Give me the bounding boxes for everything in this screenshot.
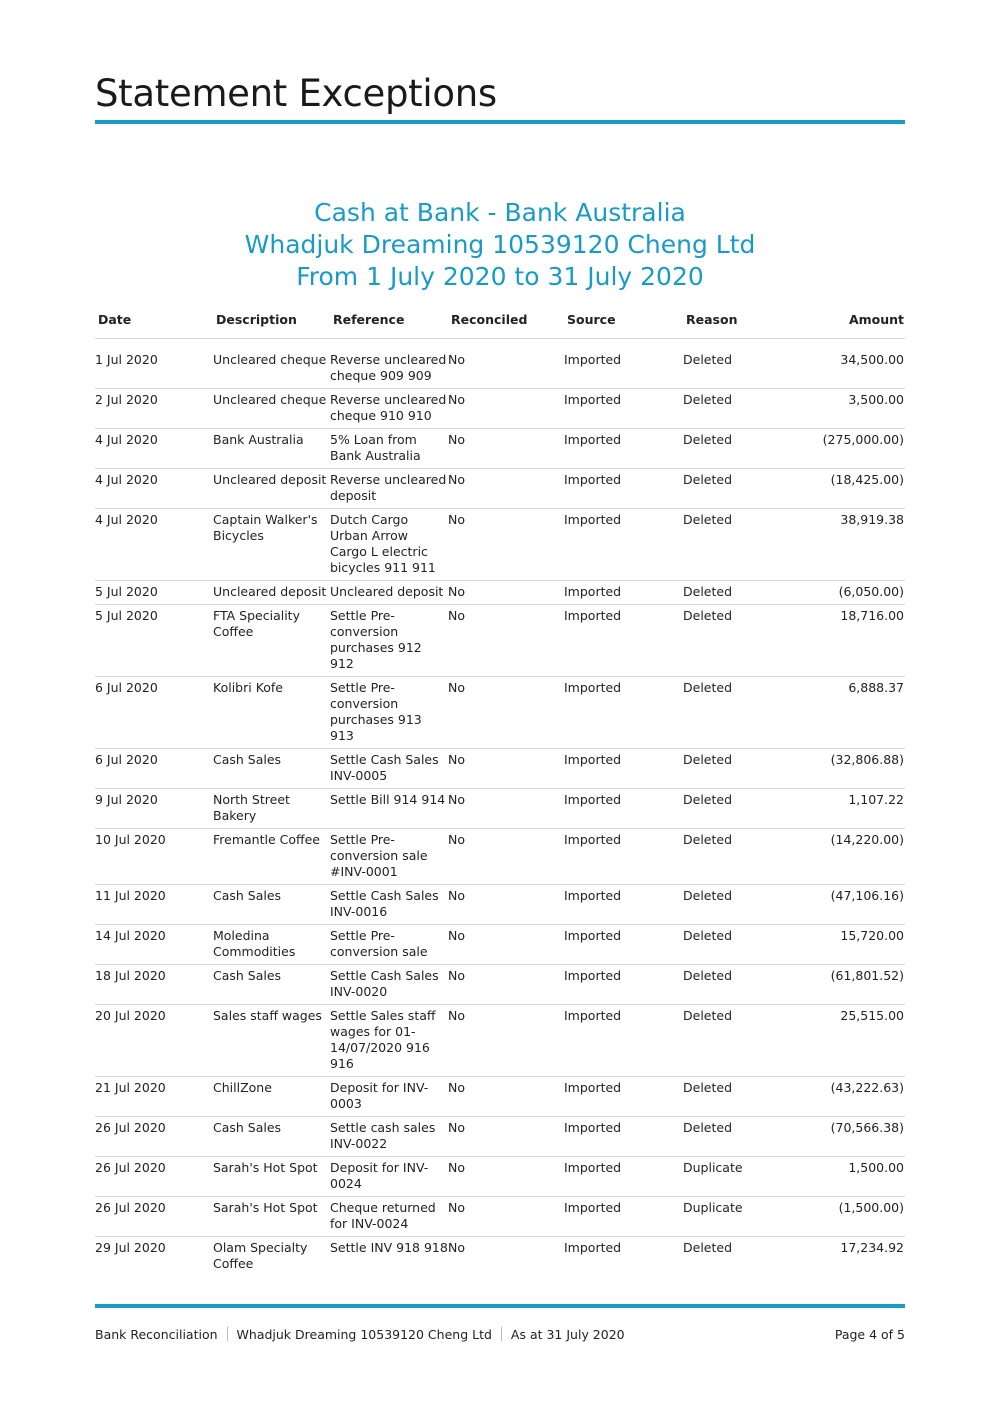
table-row — [95, 1077, 905, 1117]
cell-amount: (43,222.63) — [793, 1077, 905, 1117]
cell-source: Imported — [564, 469, 683, 509]
cell-date: 4 Jul 2020 — [95, 429, 213, 469]
cell-description: Bank Australia — [213, 429, 330, 469]
cell-date: 26 Jul 2020 — [95, 1157, 213, 1197]
cell-reconciled: No — [448, 339, 564, 389]
cell-reason: Duplicate — [683, 1197, 793, 1237]
cell-amount: 18,716.00 — [793, 605, 905, 677]
cell-source: Imported — [564, 1005, 683, 1077]
cell-reference: Deposit for INV-0024 — [330, 1157, 448, 1197]
cell-reconciled: No — [448, 429, 564, 469]
table-row — [95, 1005, 905, 1077]
table-row — [95, 581, 905, 605]
cell-description: Uncleared cheque — [213, 339, 330, 389]
cell-description: North Street Bakery — [213, 789, 330, 829]
cell-amount: 38,919.38 — [793, 509, 905, 581]
cell-source: Imported — [564, 749, 683, 789]
cell-reference: Settle Cash Sales INV-0005 — [330, 749, 448, 789]
cell-source: Imported — [564, 509, 683, 581]
cell-date: 18 Jul 2020 — [95, 965, 213, 1005]
cell-reconciled: No — [448, 1157, 564, 1197]
table-body — [95, 339, 905, 1277]
cell-amount: (32,806.88) — [793, 749, 905, 789]
column-header-description: Description — [213, 309, 330, 339]
column-header-reason: Reason — [683, 309, 793, 339]
footer-organisation: Whadjuk Dreaming 10539120 Cheng Ltd — [236, 1327, 492, 1342]
cell-date: 9 Jul 2020 — [95, 789, 213, 829]
cell-reconciled: No — [448, 389, 564, 429]
cell-date: 6 Jul 2020 — [95, 749, 213, 789]
cell-reason: Deleted — [683, 605, 793, 677]
cell-description: Kolibri Kofe — [213, 677, 330, 749]
title-divider — [95, 120, 905, 124]
cell-reconciled: No — [448, 1005, 564, 1077]
cell-reconciled: No — [448, 965, 564, 1005]
cell-source: Imported — [564, 885, 683, 925]
cell-source: Imported — [564, 789, 683, 829]
footer-divider — [95, 1304, 905, 1308]
cell-amount: (14,220.00) — [793, 829, 905, 885]
cell-reason: Deleted — [683, 885, 793, 925]
cell-description: Fremantle Coffee — [213, 829, 330, 885]
cell-reference: Settle Pre-conversion purchases 913 913 — [330, 677, 448, 749]
cell-reconciled: No — [448, 1197, 564, 1237]
cell-reference: Settle cash sales INV-0022 — [330, 1117, 448, 1157]
cell-source: Imported — [564, 677, 683, 749]
cell-source: Imported — [564, 605, 683, 677]
cell-date: 4 Jul 2020 — [95, 509, 213, 581]
cell-source: Imported — [564, 1157, 683, 1197]
table-row — [95, 965, 905, 1005]
cell-amount: 1,107.22 — [793, 789, 905, 829]
cell-source: Imported — [564, 429, 683, 469]
cell-source: Imported — [564, 829, 683, 885]
cell-reconciled: No — [448, 509, 564, 581]
cell-source: Imported — [564, 1197, 683, 1237]
cell-amount: 34,500.00 — [793, 339, 905, 389]
cell-amount: (1,500.00) — [793, 1197, 905, 1237]
column-header-reconciled: Reconciled — [448, 309, 564, 339]
cell-reconciled: No — [448, 885, 564, 925]
cell-description: Sales staff wages — [213, 1005, 330, 1077]
table-row — [95, 749, 905, 789]
cell-date: 14 Jul 2020 — [95, 925, 213, 965]
cell-source: Imported — [564, 1077, 683, 1117]
cell-reference: Settle Sales staff wages for 01-14/07/2020 916 916 — [330, 1005, 448, 1077]
table-row — [95, 925, 905, 965]
table-row — [95, 1197, 905, 1237]
cell-reason: Deleted — [683, 429, 793, 469]
cell-amount: 15,720.00 — [793, 925, 905, 965]
cell-reason: Deleted — [683, 677, 793, 749]
cell-date: 29 Jul 2020 — [95, 1240, 166, 1255]
footer-separator — [227, 1327, 228, 1341]
cell-reconciled: No — [448, 829, 564, 885]
page-title: Statement Exceptions — [95, 72, 497, 115]
cell-date: 21 Jul 2020 — [95, 1077, 213, 1117]
cell-date: 2 Jul 2020 — [95, 389, 213, 429]
cell-date: 6 Jul 2020 — [95, 677, 213, 749]
table-row — [95, 389, 905, 429]
cell-amount: (18,425.00) — [793, 469, 905, 509]
account-name: Cash at Bank - Bank Australia — [314, 198, 686, 227]
cell-source: Imported — [564, 581, 683, 605]
cell-reference: Settle Pre-conversion sale #INV-0001 — [330, 829, 448, 885]
footer-report-name: Bank Reconciliation — [95, 1327, 218, 1342]
cell-amount: 6,888.37 — [793, 677, 905, 749]
cell-date: 11 Jul 2020 — [95, 885, 213, 925]
cell-reference: Settle Cash Sales INV-0016 — [330, 885, 448, 925]
cell-date: 10 Jul 2020 — [95, 829, 213, 885]
cell-amount: 17,234.92 — [840, 1240, 904, 1255]
table-row — [95, 605, 905, 677]
cell-reason: Deleted — [683, 1077, 793, 1117]
cell-description: Sarah's Hot Spot — [213, 1197, 330, 1237]
cell-reason: Deleted — [683, 469, 793, 509]
cell-reconciled: No — [448, 469, 564, 509]
cell-reconciled: No — [448, 677, 564, 749]
cell-reconciled: No — [448, 1240, 465, 1255]
page-number: Page 4 of 5 — [834, 1327, 905, 1342]
table-row — [95, 677, 905, 749]
cell-amount: 25,515.00 — [793, 1005, 905, 1077]
cell-amount: (61,801.52) — [793, 965, 905, 1005]
cell-reconciled: No — [448, 1117, 564, 1157]
cell-reference: Uncleared deposit — [330, 581, 448, 605]
cell-amount: (275,000.00) — [793, 429, 905, 469]
cell-amount: 3,500.00 — [793, 389, 905, 429]
cell-description: Uncleared deposit — [213, 581, 330, 605]
cell-date: 1 Jul 2020 — [95, 339, 213, 389]
column-header-date: Date — [95, 309, 213, 339]
cell-reconciled: No — [448, 925, 564, 965]
cell-reconciled: No — [448, 605, 564, 677]
organisation-name: Whadjuk Dreaming 10539120 Cheng Ltd — [244, 230, 756, 259]
cell-date: 4 Jul 2020 — [95, 469, 213, 509]
cell-reference: 5% Loan from Bank Australia — [330, 429, 448, 469]
table-row — [95, 429, 905, 469]
cell-reason: Duplicate — [683, 1157, 793, 1197]
cell-source: Imported — [564, 339, 683, 389]
cell-reason: Deleted — [683, 749, 793, 789]
cell-reconciled: No — [448, 749, 564, 789]
cell-reference: Settle Pre-conversion sale — [330, 925, 448, 965]
cell-reference: Cheque returned for INV-0024 — [330, 1197, 448, 1237]
cell-description: Uncleared cheque — [213, 389, 330, 429]
cell-reference: Deposit for INV-0003 — [330, 1077, 448, 1117]
cell-description: Olam Specialty Coffee — [213, 1240, 308, 1271]
table-header-row — [95, 309, 905, 339]
cell-date: 26 Jul 2020 — [95, 1197, 213, 1237]
cell-reason: Deleted — [683, 581, 793, 605]
cell-reference: Settle Bill 914 914 — [330, 789, 448, 829]
cell-reference: Settle Pre-conversion purchases 912 912 — [330, 605, 448, 677]
cell-date: 5 Jul 2020 — [95, 581, 213, 605]
report-heading — [95, 197, 905, 293]
footer-separator — [501, 1327, 502, 1341]
cell-description: Cash Sales — [213, 1117, 330, 1157]
cell-source: Imported — [564, 925, 683, 965]
cell-description: FTA Speciality Coffee — [213, 605, 330, 677]
table-row — [95, 1237, 905, 1277]
cell-amount: 1,500.00 — [793, 1157, 905, 1197]
column-header-reference: Reference — [330, 309, 448, 339]
cell-reference: Settle Cash Sales INV-0020 — [330, 965, 448, 1005]
cell-reason: Deleted — [683, 925, 793, 965]
cell-reference: Reverse uncleared cheque 910 910 — [330, 389, 448, 429]
cell-reference: Dutch Cargo Urban Arrow Cargo L electric bicycles 911 911 — [330, 509, 448, 581]
cell-reason: Deleted — [683, 389, 793, 429]
cell-description: Cash Sales — [213, 885, 330, 925]
cell-reason: Deleted — [683, 1005, 793, 1077]
table-row — [95, 509, 905, 581]
cell-reason: Deleted — [683, 965, 793, 1005]
table-row — [95, 339, 905, 389]
cell-description: ChillZone — [213, 1077, 330, 1117]
column-header-amount: Amount — [793, 309, 905, 339]
cell-date: 20 Jul 2020 — [95, 1005, 213, 1077]
cell-reconciled: No — [448, 581, 564, 605]
table-row — [95, 829, 905, 885]
cell-description: Cash Sales — [213, 965, 330, 1005]
cell-reason: Deleted — [683, 509, 793, 581]
column-header-source: Source — [564, 309, 683, 339]
table-row — [95, 1117, 905, 1157]
cell-description: Moledina Commodities — [213, 925, 330, 965]
cell-source: Imported — [564, 1117, 683, 1157]
exceptions-table — [95, 309, 905, 1276]
table-row — [95, 469, 905, 509]
cell-reconciled: No — [448, 1077, 564, 1117]
cell-reconciled: No — [448, 789, 564, 829]
report-period: From 1 July 2020 to 31 July 2020 — [296, 262, 704, 291]
cell-description: Uncleared deposit — [213, 469, 330, 509]
cell-reason: Deleted — [683, 829, 793, 885]
cell-description: Captain Walker's Bicycles — [213, 509, 330, 581]
cell-reference: Reverse uncleared cheque 909 909 — [330, 339, 448, 389]
table-row — [95, 789, 905, 829]
cell-description: Cash Sales — [213, 749, 330, 789]
cell-reason: Deleted — [683, 789, 793, 829]
cell-reference: Reverse uncleared deposit — [330, 469, 448, 509]
cell-reason: Deleted — [683, 339, 793, 389]
footer-as-at: As at 31 July 2020 — [510, 1327, 625, 1342]
cell-date: 26 Jul 2020 — [95, 1117, 213, 1157]
table-row — [95, 885, 905, 925]
cell-source: Imported — [564, 965, 683, 1005]
cell-amount: (6,050.00) — [793, 581, 905, 605]
cell-description: Sarah's Hot Spot — [213, 1157, 330, 1197]
cell-amount: (70,566.38) — [793, 1117, 905, 1157]
cell-reason: Deleted — [683, 1117, 793, 1157]
cell-reference: Settle INV 918 918 — [330, 1240, 448, 1255]
cell-reason: Deleted — [683, 1240, 733, 1255]
table-row — [95, 1157, 905, 1197]
cell-source: Imported — [564, 1240, 622, 1255]
cell-amount: (47,106.16) — [793, 885, 905, 925]
cell-source: Imported — [564, 389, 683, 429]
cell-date: 5 Jul 2020 — [95, 605, 213, 677]
